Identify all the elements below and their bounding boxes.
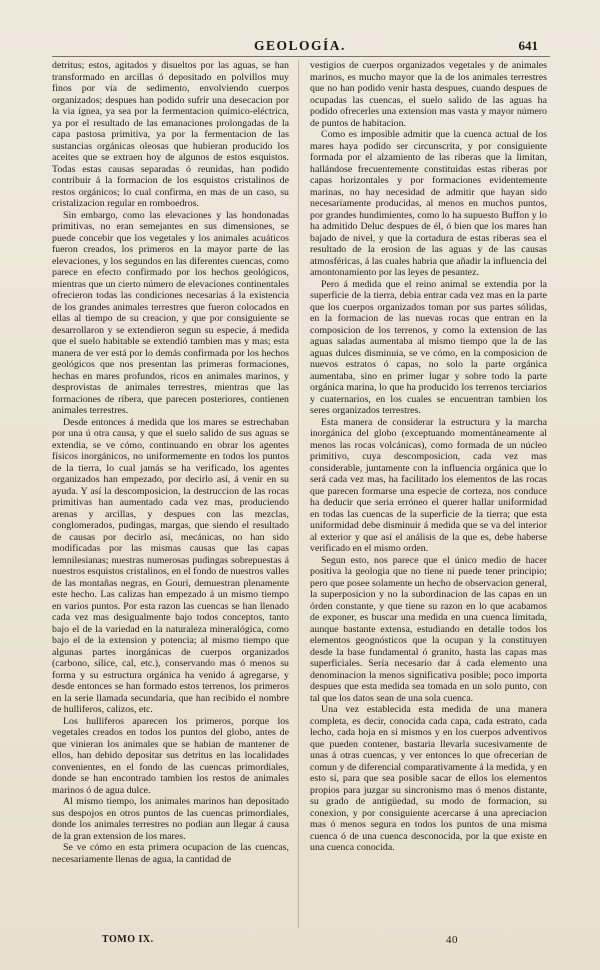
signature-mark: 40: [446, 934, 458, 946]
paragraph: Los hulliferos aparecen los primeros, porque los vegetales creados en todos los puntos del globo, antes de que vinieran los animales que se habian de mantener de ellos, han debido depositar sus detritus en las localidades convenientes, en el fondo de las cuencas primordiales, donde se han encontrado tambien los restos de animales marinos ó de agua dulce.: [52, 715, 289, 796]
paragraph: Pero á medida que el reino animal se extendia por la superficie de la tierra, debia entrar cada vez mas en la parte que los cuerpos organizados toman por sus partes sólidas, en la formacion de las nuevas rocas que entran en la composicion de los terrenos, y como la extension de las aguas saladas aumentaba al mismo tiempo que la de las aguas dulces disminuia, se ve cómo, en la composicion de nuevos estratos ó capas, no solo la parte orgánica aumentaba, sino en primer lugar y sobre todo la parte orgánica marina, lo que ha producido los terrenos terciarios y cuaternarios, en los cuales se encuentran tambien los seres organizados terrestres.: [310, 278, 547, 416]
text-columns: [52, 60, 550, 928]
volume-label: TOMO IX.: [102, 934, 154, 945]
paragraph: Sin embargo, como las elevaciones y las hondonadas primitivas, no eran semejantes en sus dimensiones, se puede concebir que los vegetales y los animales acuáticos fueron creados, los primeros en la mayor parte de las elevaciones, y los segundos en las diferentes cuencas, como parece en efecto confirmado por los hechos geológicos, mientras que un cierto número de elevaciones continentales ofrecieron todas las condiciones necesarias á la existencia de los grandes animales terrestres que fueron colocados en ellas al tiempo de su creacion, y que por consiguiente se desarrollaron y se extendieron segun su especie, á medida que el suelo habitable se extendió tambien mas y mas; esta manera de ver está por lo demás confirmada por los hechos geológicos que nos presentan las primeras formaciones, hechas en mares profundos, ricos en animales marinos, y desprovistas de animales terrestres, mientras que las formaciones de ribera, que parecen posteriores, contienen animales terrestres.: [52, 209, 289, 416]
page-number: 641: [518, 38, 538, 53]
paragraph: Una vez establecida esta medida de una manera completa, es decir, conocida cada capa, cada estrato, cada lecho, cada hoja en sí mismos y en los cuerpos adventivos que pueden contener, bastaria llevarla sucesivamente de unas á otras cuencas, y ver entonces lo que ofrecerian de comun y de diferencial comparativamente á la medida, y en esto sí, para que sea posible sacar de ellos los elementos propios para juzgar su sincronismo mas ó menos distante, su grado de antigüedad, su modo de formacion, su conexion, y por consiguiente acercarse á una apreciacion mas ó menos segura en todos los puntos de una misma cuenca ó de una cuenca desconocida, por la que existe en una cuenca conocida.: [310, 704, 547, 853]
paragraph: Al mismo tiempo, los animales marinos han depositado sus despojos en otros puntos de las cuencas primordiales, donde los animales terrestres no podian aun llegar á causa de la gran extension de los mares.: [52, 796, 289, 842]
paragraph: Segun esto, nos parece que el único medio de hacer positiva la geologia que no tiene ni puede tener principio; pero que posee solamente un hecho de observacion general, la superposicion y no la subordinacion de las capas en un órden constante, y que tiene su razon en lo que acabamos de exponer, es buscar una medida en una cuenca limitada, aunque bastante extensa, estudiando en detalle todos los elementos geognósticos que la ocupan y la constituyen desde la base fundamental ó granito, hasta las capas mas superficiales. Sería necesario dar á cada elemento una denominacion la menos significativa posible; poco importa despues que esta medida sea tomada en un solo punto, con tal que los datos sean de una sola cuenca.: [310, 554, 547, 704]
running-title: GEOLOGÍA.: [254, 38, 346, 53]
right-column: [310, 60, 547, 928]
left-column: [52, 60, 289, 928]
paragraph: Esta manera de considerar la estructura y la marcha inorgánica del globo (exceptuando momentáneamente al menos las rocas volcánicas), como formada de un núcleo primitivo, cuya descomposicion, cada vez mas considerable, juntamente con la influencia orgánica que lo será cada vez mas, ha facilitado los elementos de las rocas que parecen formarse una especie de corteza, nos conduce ha deducir que seria erróneo el querer hallar uniformidad en todas las cuencas de la superficie de la tierra; que esta uniformidad debe disminuir á medida que se va del interior al exterior y que así el análisis de la que es, debe haberse verificado en el mismo orden.: [310, 416, 547, 554]
paragraph: detritus; estos, agitados y disueltos por las aguas, se han transformado en arcillas ó depositado en polvillos muy finos por vía de sedimento, envolviendo cuerpos organizados; despues han podido sufrir una desecacion por la via ígnea, ya sea por la fermentacion químico-eléctrica, ya por el resultado de las emanaciones prolongadas de la capa pastosa primitiva, ya por la fermentacion de las sustancias orgánicas oleosas que hubieran producido los aceites que se extraen hoy de algunos de estos esquistos. Todas estas causas separadas ó reunidas, han podido contribuir á la formacion de los esquistos cristalinos de restos orgánicos; lo cual confirma, en mas de un caso, su cristalizacion regular en romboedros.: [52, 60, 289, 209]
header-rule: [52, 56, 550, 57]
column-divider: [298, 60, 299, 928]
paragraph: Desde entonces á medida que los mares se estrechaban por una ú otra causa, y que el suelo salido de sus aguas se extendia, se ve cómo, continuando en obrar los agentes físicos inorgánicos, no uniformemente en todos los puntos de la tierra, lo cual jamás se ha verificado, los agentes organizados han empezado, por decirlo así, á venir en su ayuda. Y así la descomposicion, la destruccion de las rocas primitivas han aumentado cada vez mas, produciendo arenas y arcillas, y despues con las mezclas, conglomerados, pudingas, margas, que siendo el resultado de causas por decirlo así, mecánicas, no han sido modificadas por las mismas causas que las capas lemnilesianas; nuestras numerosas pudingas sobrepuestas á nuestros esquistos cristalinos, en el fondo de nuestros valles de las montañas negras, en Gouri, demuestran plenamente este hecho. Las calizas han empezado á un mismo tiempo en varios puntos. Por esta razon las cuencas se han llenado cada vez mas desigualmente bajo todos conceptos, tanto bajo el de la variedad en la naturaleza mineralógica, como bajo el de la extension y potencia; al mismo tiempo que algunas partes inorgánicas de cuerpos organizados (carbono, sílice, cal, etc.), conservando mas ó menos su forma y su estructura orgánica ha venido á agregarse, y desde entonces se han formado estos terrenos, los primeros en la serie llamada secundaria, que han recibido el nombre de hulliferos, calizos, etc.: [52, 416, 289, 715]
paragraph: Se ve cómo en esta primera ocupacion de las cuencas, necesariamente llenas de agua, la cantidad de: [52, 842, 289, 865]
page-footer: [0, 934, 600, 950]
running-header: [0, 38, 600, 58]
paragraph: vestigios de cuerpos organizados vegetales y de animales marinos, es mucho mayor que la de los animales terrestres que no han podido venir hasta despues, cuando despues de ocupadas las cuencas, el suelo salido de las aguas ha podido ofrecerles una extension mas vasta y mayor número de puntos de habitacion.: [310, 60, 547, 129]
paragraph: Como es imposible admitir que la cuenca actual de los mares haya podido ser circunscrita, y por consiguiente formada por el alzamiento de las riberas que la limitan, hallándose frecuentemente constituidas estas riberas por capas horizontales y por formaciones evidentemente marinas, no hay necesidad de admitir que hayan sido necesariamente producidas, al menos en muchos puntos, por grandes hundimientes, como lo ha supuesto Buffon y lo ha admitido Deluc despues de él, ó bien que los mares han bajado de nivel, y que la cortadura de estas riberas sea el resultado de la erosion de las aguas y de las causas atmosféricas, á las cuales habria que añadir la influencia del amontonamiento por las leyes de pesantez.: [310, 129, 547, 278]
